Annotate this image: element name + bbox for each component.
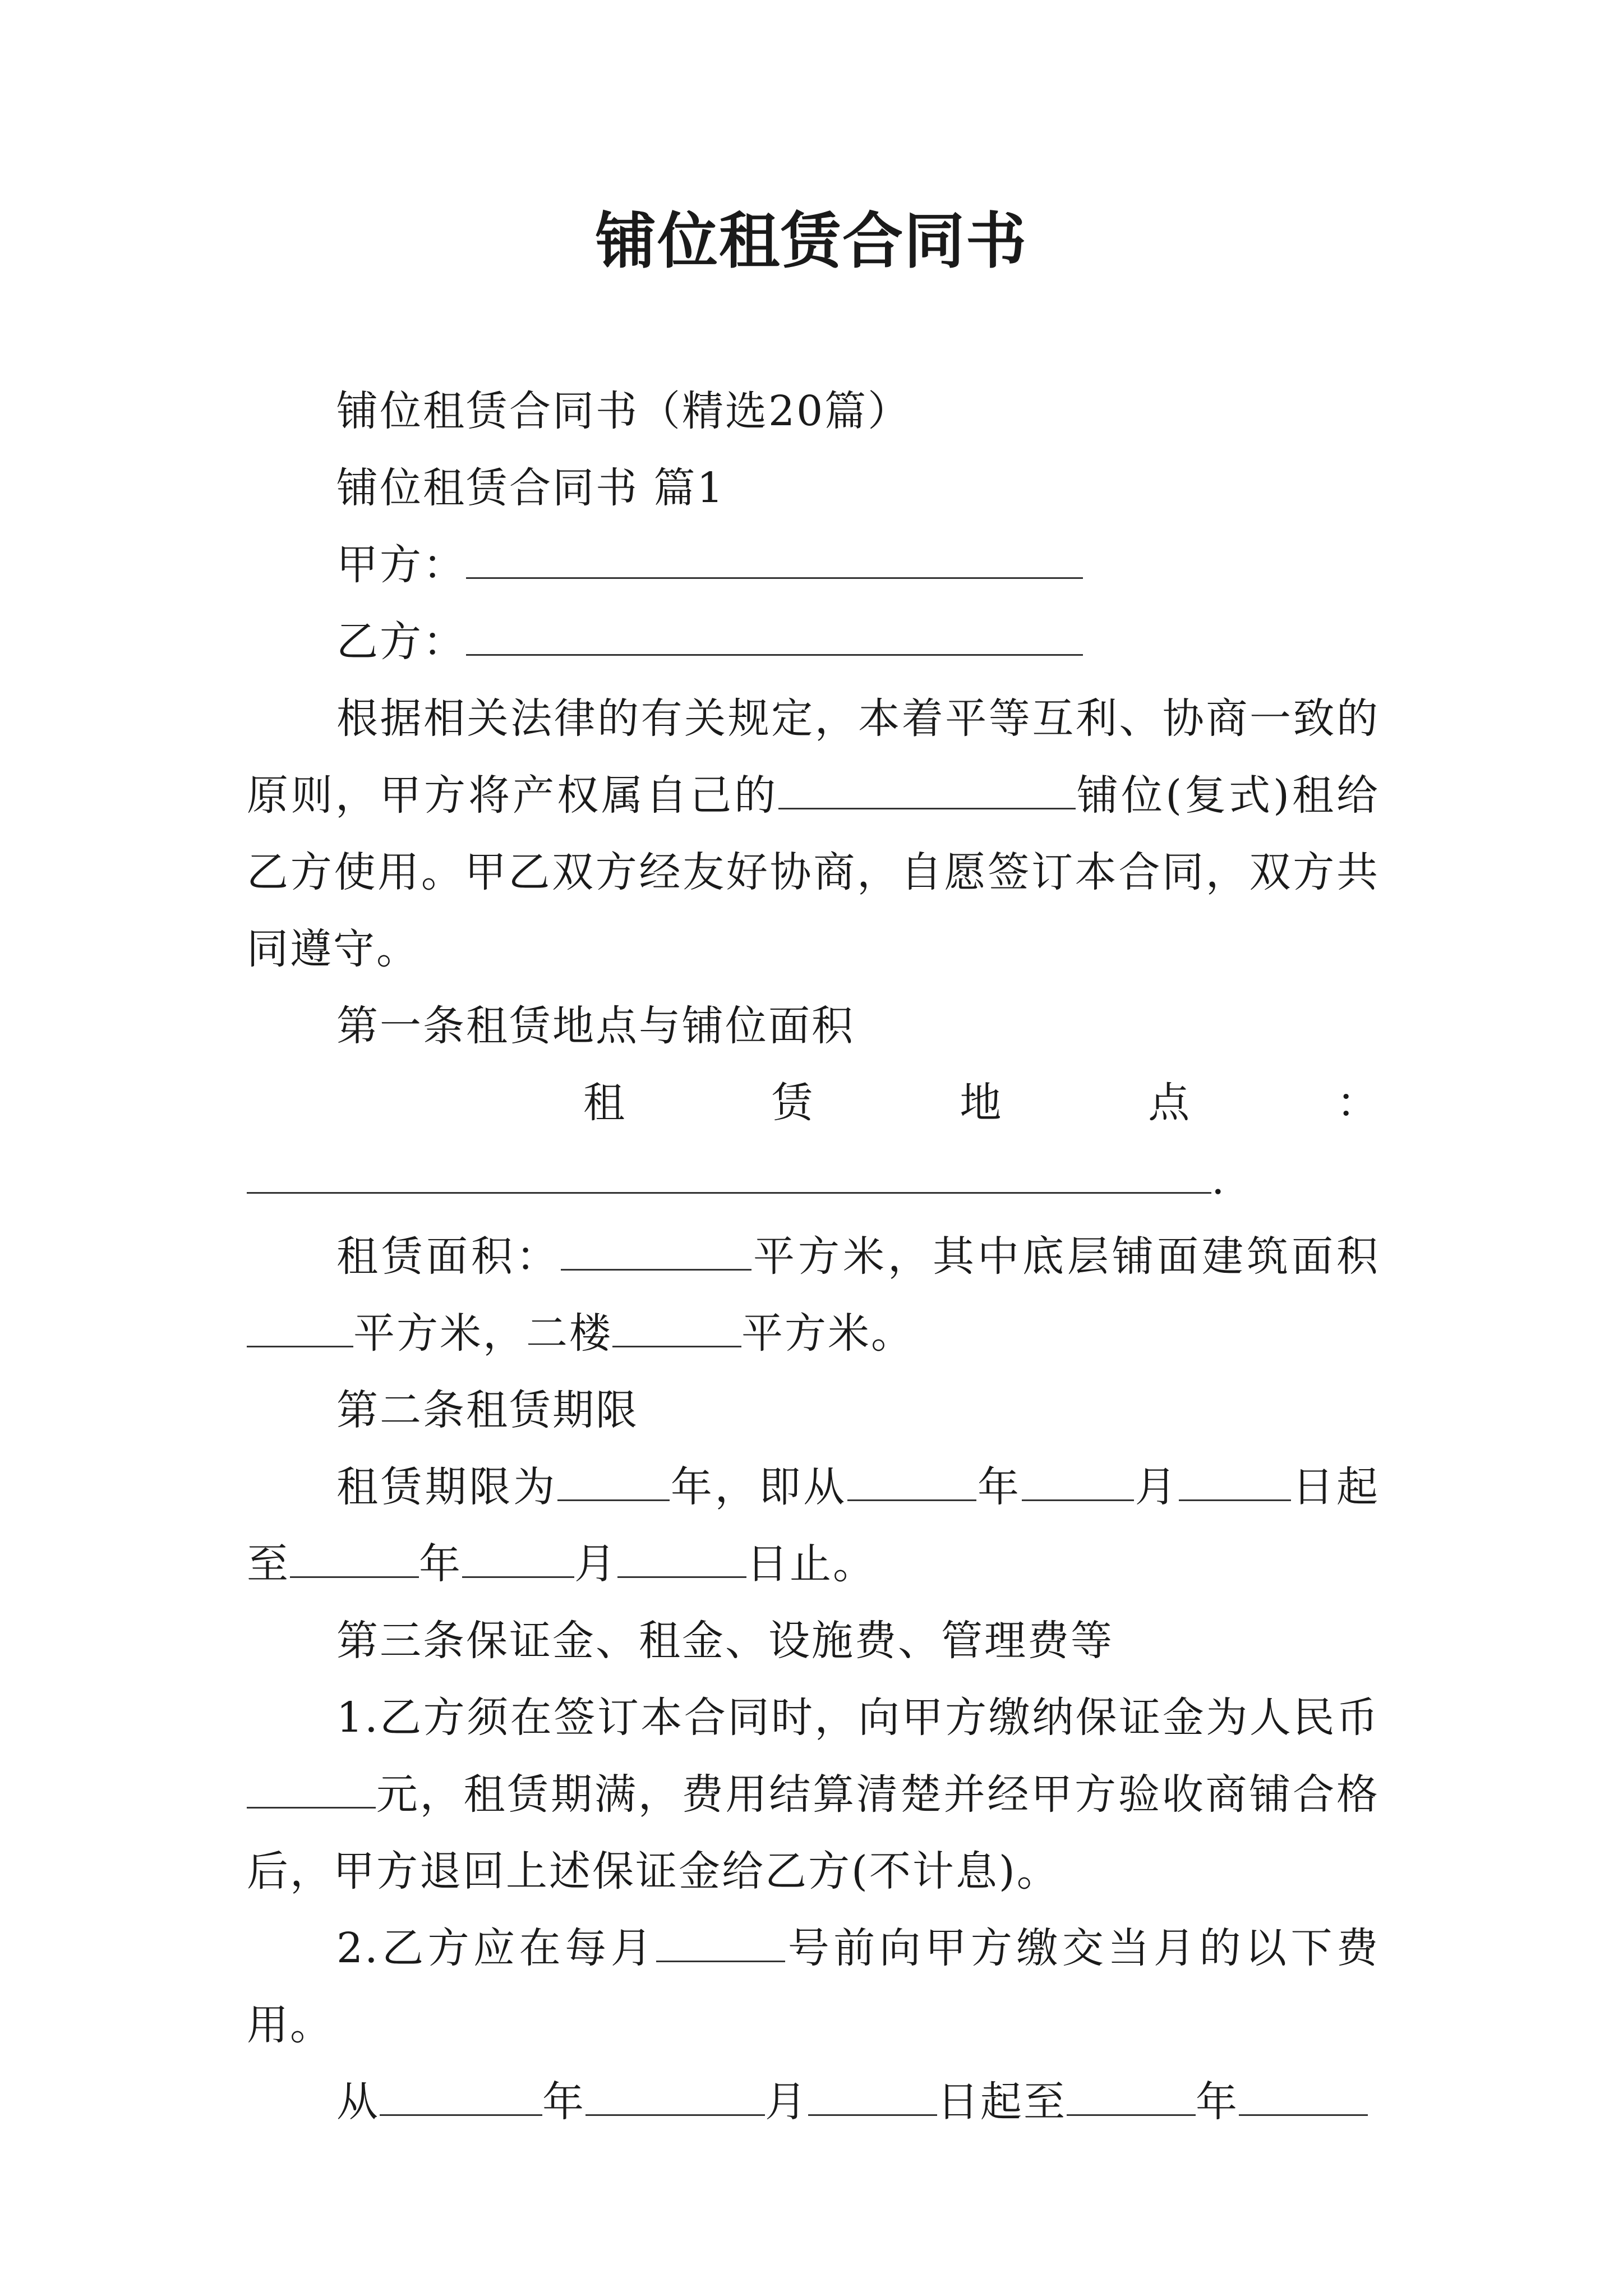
- end-day-blank: [617, 1539, 746, 1578]
- area-text-4: 平方米。: [741, 1309, 914, 1358]
- intro-text-2: 铺位(复式)租给乙方使用。甲乙双方经友好协商，自愿签订本合同，双方共同遵守。: [247, 771, 1380, 973]
- clause-2: [247, 1910, 1380, 2064]
- intro-text-1: 根据相关法律的有关规定，本着平等互利、协商一致的原则，甲方将产权属自己的: [247, 694, 1380, 820]
- location-blank: [247, 1154, 1211, 1194]
- year-label-2: 年: [1196, 2078, 1239, 2126]
- clause-1-text-a: 1.乙方须在签订本合同时，向甲方缴纳保证金为人民币: [336, 1694, 1380, 1742]
- day-from-to: 日起至: [937, 2078, 1067, 2126]
- location-end: .: [1211, 1156, 1227, 1204]
- end-month-blank: [462, 1539, 574, 1578]
- term-text-2: 年，即从: [670, 1463, 848, 1511]
- total-area-blank: [561, 1231, 751, 1271]
- area-text-1: 租赁面积：: [336, 1232, 561, 1281]
- term-month-2: 月: [574, 1540, 617, 1588]
- term-text-1: 租赁期限为: [336, 1463, 558, 1511]
- fee-end-year-blank: [1067, 2077, 1196, 2116]
- area-paragraph: [247, 1218, 1380, 1372]
- deposit-amount-blank: [247, 1769, 376, 1809]
- document-title: 铺位租赁合同书: [595, 206, 1027, 277]
- clause-2-text-a: 2.乙方应在每月: [336, 1924, 657, 1972]
- term-end: 日止。: [746, 1540, 876, 1588]
- article-3-title: 第三条保证金、租金、设施费、管理费等: [336, 1617, 1114, 1665]
- month-label-1: 月: [765, 2078, 808, 2126]
- clause-1: [247, 1680, 1380, 1910]
- start-month-blank: [1022, 1462, 1134, 1501]
- location-char: ：: [1336, 1079, 1380, 1127]
- area-text-3: 平方米，二楼: [353, 1309, 612, 1358]
- term-year-2: 年: [419, 1540, 462, 1588]
- term-start-end: 日起至: [247, 1463, 1380, 1588]
- second-floor-area-blank: [612, 1308, 741, 1347]
- clause-1-text-b: 元，租赁期满，费用结算清楚并经甲方验收商铺合格后，甲方退回上述保证金给乙方(不计息)。: [247, 1770, 1380, 1895]
- fee-end-month-blank: [1239, 2077, 1368, 2116]
- year-label-1: 年: [542, 2078, 585, 2126]
- party-b-blank: [466, 616, 1083, 656]
- area-text-2: 平方米，其中底层铺面建筑面积: [751, 1232, 1380, 1281]
- start-year-blank: [847, 1462, 976, 1501]
- document-body: [247, 373, 1380, 2141]
- fee-period-line: [247, 2064, 1380, 2141]
- term-year-1: 年: [976, 1463, 1022, 1511]
- location-label-row: [247, 1065, 1380, 1142]
- ground-floor-area-blank: [247, 1308, 353, 1347]
- term-paragraph: [247, 1449, 1380, 1603]
- party-a-blank: [466, 540, 1083, 579]
- section-heading: 铺位租赁合同书 篇1: [336, 464, 725, 512]
- party-a-label: 甲方：: [336, 541, 466, 589]
- article-1-title: 第一条租赁地点与铺位面积: [336, 1002, 855, 1050]
- location-char: 地: [960, 1079, 1003, 1127]
- party-a-line: [247, 527, 1380, 604]
- shop-name-blank: [778, 770, 1076, 809]
- payment-day-blank: [656, 1923, 785, 1962]
- subtitle: 铺位租赁合同书（精选20篇）: [336, 387, 911, 435]
- clause-2-text-b: 号前向甲方缴交当月的以下费用。: [247, 1924, 1380, 2049]
- fee-start-day-blank: [808, 2077, 937, 2116]
- term-years-blank: [557, 1462, 670, 1501]
- party-b-line: [247, 604, 1380, 680]
- start-day-blank: [1179, 1462, 1291, 1501]
- location-blank-row: [247, 1142, 1380, 1218]
- location-char: 点: [1148, 1079, 1192, 1127]
- location-char: 赁: [771, 1079, 815, 1127]
- term-month-1: 月: [1133, 1463, 1179, 1511]
- article-2-title: 第二条租赁期限: [336, 1386, 639, 1434]
- fee-start-month-blank: [585, 2077, 765, 2116]
- from-label: 从: [336, 2078, 380, 2126]
- location-char: 租: [583, 1079, 626, 1127]
- fee-start-year-blank: [380, 2077, 542, 2116]
- end-year-blank: [290, 1539, 419, 1578]
- intro-paragraph: [247, 680, 1380, 988]
- party-b-label: 乙方：: [336, 618, 466, 666]
